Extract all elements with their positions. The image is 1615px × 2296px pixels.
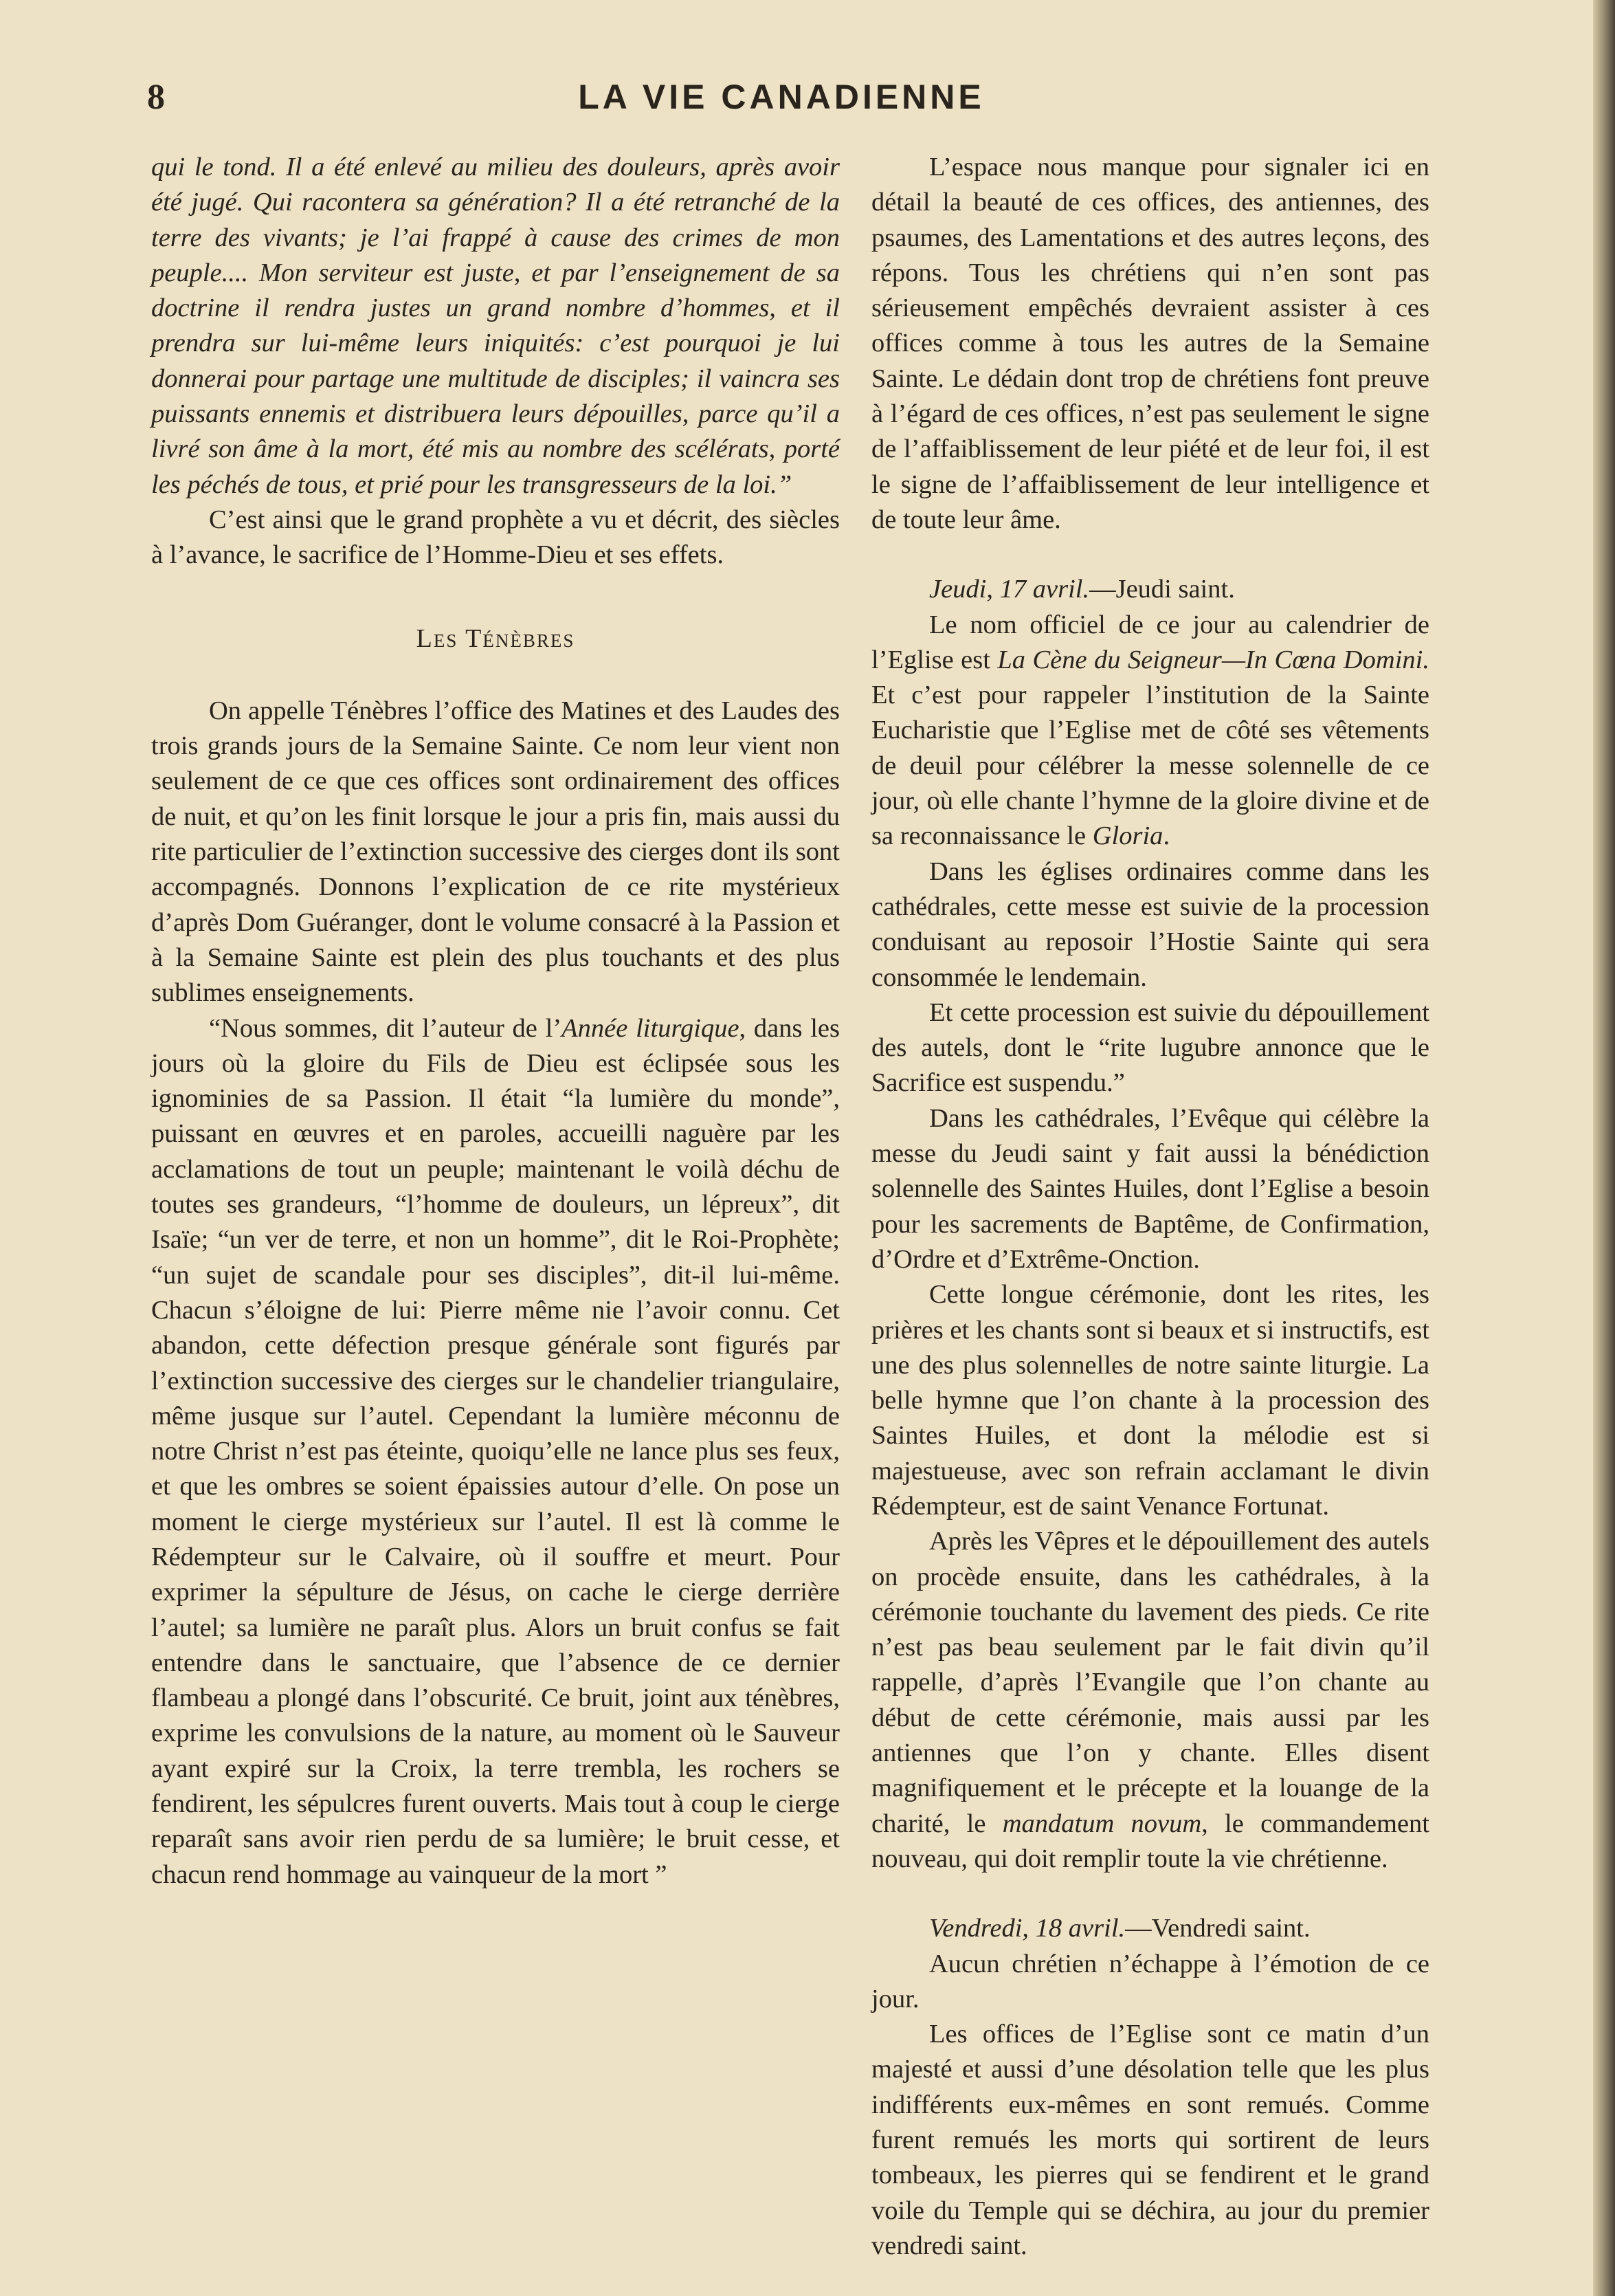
label-vendredi-saint: —Vendredi saint. <box>1125 1914 1311 1943</box>
paragraph-vendredi-2: Les offices de l’Eglise sont ce matin d’un majesté et aussi d’une désolation telle que les plus indifférents eux-mêmes en sont remués. Comme furent remués les morts qui sortirent de leurs tombeaux, les pierres qui se fendirent et le grand voile du Temple qui se déchira, au jour du premier vendredi saint. <box>871 2020 1429 2260</box>
text-run: Et c’est pour rappeler l’institution de la Sainte Eucharistie que l’Eglise met de côté ses vêtements de deuil pour célébrer la messe solennelle de ce jour, où elle chante l’hymne de la gloire divine et de sa reconnaissance le <box>871 681 1429 851</box>
right-column <box>871 150 1429 2264</box>
paragraph-jeudi-4: Dans les cathédrales, l’Evêque qui célèbre la messe du Jeudi saint y fait aussi la bénédiction solennelle des Saintes Huiles, dont l’Eglise a besoin pour les sacrements de Baptême, de Confirmation, d’Ordre et d’Extrême-Onction. <box>871 1103 1429 1274</box>
section-heading-tenebres: Les Ténèbres <box>416 623 575 653</box>
paragraph-jeudi-3: Et cette procession est suivie du dépouillement des autels, dont le “rite lugubre annonce que le Sacrifice est suspendu.” <box>871 997 1429 1098</box>
journal-title: LA VIE CANADIENNE <box>578 78 985 116</box>
text-run: Le nom officiel de ce jour au calendrier de l’Eglise est <box>871 610 1429 674</box>
spacer <box>871 538 1429 572</box>
paragraph-tenebres: On appelle Ténèbres l’office des Matines et des Laudes des trois grands jours de la Semaine Sainte. Ce nom leur vient non seulement de ce que ces offices sont ordinairement des offices de nuit, et qu’on les finit lorsque le jour a pris fin, mais aussi du rite particulier de l’extinction successive des cierges dont ils sont accompagnés. Donnons l’explication de ce rite mystérieux d’après Dom Guéranger, dont le volume consacré à la Passion et à la Semaine Sainte est plein des plus touchants et des plus sublimes enseignements. <box>151 696 840 1008</box>
title-gloria: Gloria <box>1092 821 1163 851</box>
paragraph-jeudi-1 <box>871 608 1429 854</box>
left-column <box>151 150 840 1892</box>
dateline-vendredi <box>871 1911 1429 1946</box>
page-number: 8 <box>147 78 166 117</box>
spacer <box>871 1877 1429 1911</box>
text-run: Après les Vêpres et le dépouillement des autels on procède ensuite, dans les cathédrales, à la cérémonie touchante du lavement des pieds. Ce rite n’est pas beau seulement par le fait divin qu’il rappelle, d’après l’Evangile que l’on chante au début de cette cérémonie, mais aussi par les antiennes que l’on y chante. Elles disent magnifiquement et le précepte et la louange de la charité, le <box>871 1527 1429 1838</box>
text-run: , dans les jours où la gloire du Fils de Dieu est éclipsée sous les ignominies de sa Passion. Il était “la lumière du monde”, puissant en œuvres et en paroles, accueilli naguère par les acclamations de tout un peuple; maintenant le voilà déchu de toutes ses grandeurs, “l’homme de douleurs, un lépreux”, dit Isaïe; “un ver de terre, et non un homme”, dit le Roi-Prophète; “un sujet de scandale pour ses disciples”, dit-il lui-même. Chacun s’éloigne de lui: Pierre même nie l’avoir connu. Cet abandon, cette défection presque générale sont figurés par l’extinction successive des cierges sur le chandelier triangulaire, même jusque sur l’autel. Cependant la lumière méconnu de notre Christ n’est pas éteinte, quoiqu’elle ne lance plus ses feux, et que les ombres se soient épaissies autour d’elle. On pose un moment le cierge mystérieux sur l’autel. Il est là comme le Rédempteur sur le Calvaire, où il souffre et meurt. Pour exprimer la sépulture de Jésus, on cache le cierge derrière l’autel; sa lumière ne paraît plus. Alors un bruit confus se fait entendre dans le sanctuaire, que l’absence de ce dernier flambeau a plongé dans l’obscurité. Ce bruit, joint aux ténèbres, exprime les convulsions de la nature, au moment où le Sauveur ayant expiré sur la Croix, la terre trembla, les rochers se fendirent, les sépulcres furent ouverts. Mais tout à coup le cierge reparaît sans avoir rien perdu de sa lumière; le bruit cesse, et chacun rend hommage au vainqueur de la mort ” <box>151 1013 840 1889</box>
page-binding-edge <box>1593 0 1615 2296</box>
book-title-annee-liturgique: Année liturgique <box>561 1013 739 1043</box>
title-cene-du-seigneur: La Cène du Seigneur—In Cœna Domini. <box>997 645 1429 674</box>
paragraph-jeudi-2: Dans les églises ordinaires comme dans les cathédrales, cette messe est suivie de la procession conduisant au reposoir l’Hostie Sainte qui sera consommée le lendemain. <box>871 857 1429 992</box>
title-mandatum-novum: mandatum novum <box>1002 1809 1202 1838</box>
date-vendredi: Vendredi, 18 avril. <box>929 1914 1126 1943</box>
paragraph-jeudi-6 <box>871 1524 1429 1877</box>
text-run: “Nous sommes, dit l’auteur de l’ <box>209 1013 562 1043</box>
paragraph-prophete: C’est ainsi que le grand prophète a vu et décrit, des siècles à l’avance, le sacrifice de l’Homme-Dieu et ses effets. <box>151 505 840 570</box>
paragraph-espace: L’espace nous manque pour signaler ici en détail la beauté de ces offices, des antiennes, des psaumes, des Lamentations et des autres leçons, des répons. Tous les chrétiens qui n’en sont pas sérieusement empêchés devraient assister à ces offices comme à tous les autres de la Semaine Sainte. Le dédain dont trop de chrétiens font preuve à l’égard de ces offices, n’est pas seulement le signe de l’affaiblissement de leur piété et de leur foi, il est le signe de l’affaiblissement de leur intelligence et de toute leur âme. <box>871 153 1429 534</box>
text-run: , le commandement nouveau, qui doit remplir toute la vie chrétienne. <box>871 1809 1429 1873</box>
page-header <box>147 77 1416 125</box>
quote-continuation: qui le tond. Il a été enlevé au milieu des douleurs, après avoir été jugé. Qui racontera sa génération? Il a été retranché de la terre des vivants; je l’ai frappé à cause des crimes de mon peuple.... Mon serviteur est juste, et par l’enseignement de sa doctrine il rendra justes un grand nombre d’hommes, et il prendra sur lui-même leurs iniquités: c’est pourquoi je lui donnerai pour partage une multitude de disciples; il vaincra ses puissants ennemis et distribuera leurs dépouilles, parce qu’il a livré son âme à la mort, été mis au nombre des scélérats, porté les péchés de tous, et prié pour les transgresseurs de la loi.” <box>151 153 840 499</box>
label-jeudi-saint: —Jeudi saint. <box>1089 575 1235 604</box>
paragraph-jeudi-5: Cette longue cérémonie, dont les rites, les prières et les chants sont si beaux et si instructifs, est une des plus solennelles de notre sainte liturgie. La belle hymne que l’on chante à la procession des Saintes Huiles, et dont la mélodie est si majestueuse, avec son refrain acclamant le divin Rédempteur, est de saint Venance Fortunat. <box>871 1280 1429 1521</box>
dateline-jeudi <box>871 572 1429 607</box>
date-jeudi: Jeudi, 17 avril. <box>929 575 1090 604</box>
text-run: . <box>1163 821 1170 851</box>
paragraph-vendredi-1: Aucun chrétien n’échappe à l’émotion de ce jour. <box>871 1949 1429 2013</box>
paragraph-gueranger-quote <box>151 1011 840 1892</box>
